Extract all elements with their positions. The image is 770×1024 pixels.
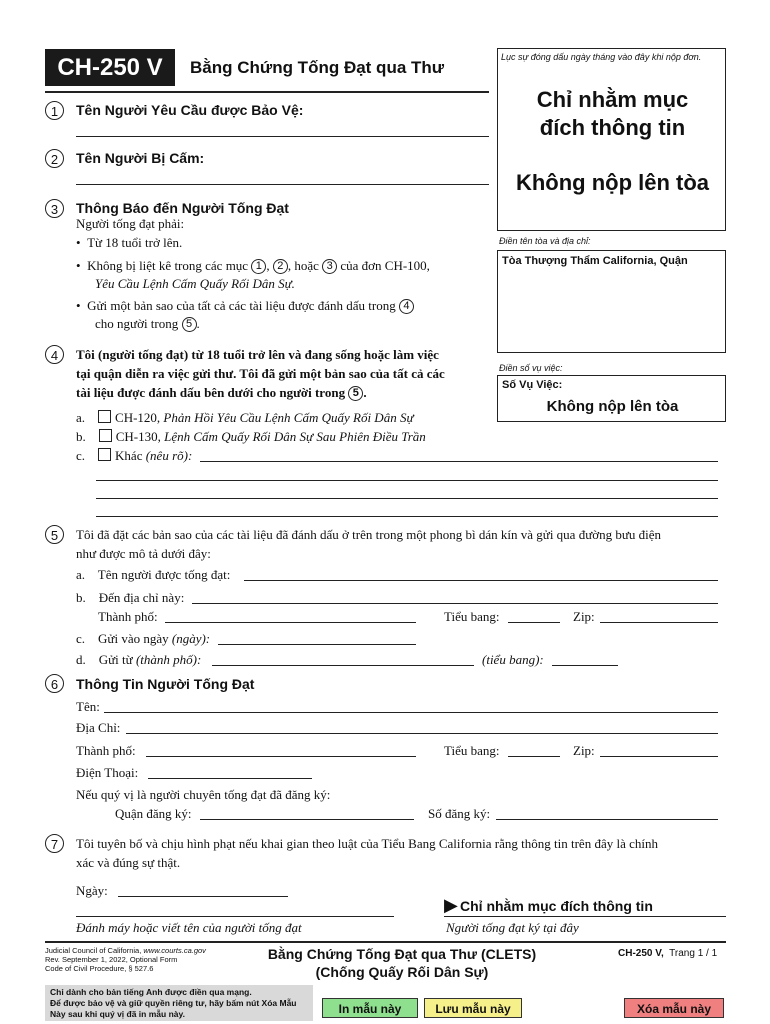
clerk-stamp-box — [497, 48, 726, 231]
s7-line1: Tôi tuyên bố và chịu hình phạt nếu khai gian theo luật của Tiểu Bang California rằng thông tin trên đây là chính — [76, 836, 658, 851]
footer-form: CH-250 V, — [618, 948, 664, 959]
typed-name-field[interactable] — [76, 916, 394, 917]
s5-d-ital: (thành phố): — [135, 652, 202, 667]
sig-info-only: Chỉ nhằm mục đích thông tin — [460, 898, 653, 914]
s6-county-label: Quận đăng ký: — [115, 806, 192, 821]
s5-zip-label: Zip: — [573, 609, 595, 624]
privacy-notice — [45, 985, 313, 1021]
info-only-line1: Chỉ nhằm mục — [536, 87, 689, 112]
option-a-checkbox[interactable] — [98, 410, 111, 423]
notice-line2: Để được bảo vệ và giữ quyền riêng tư, hãy bấm nút Xóa Mẫu — [50, 998, 297, 1008]
footer-title2: (Chống Quấy Rối Dân Sự) — [315, 964, 489, 980]
s5-city-label: Thành phố: — [98, 609, 158, 624]
s5-a — [76, 567, 230, 583]
mail-date-field[interactable] — [218, 644, 416, 645]
typed-name-label: Đánh máy hoặc viết tên của người tống đạt — [76, 920, 302, 935]
court-name: Tòa Thượng Thẩm California, Quận — [502, 255, 688, 267]
option-b — [76, 429, 426, 445]
protected-party-label: Tên Người Yêu Cầu được Bảo Vệ: — [76, 102, 304, 118]
s5-d-letter: d. — [76, 652, 86, 667]
option-b-text: Lệnh Cấm Quấy Rối Dân Sự Sau Phiên Điều Trần — [164, 429, 426, 444]
bullet-18-text: Từ 18 tuổi trở lên. — [87, 235, 183, 250]
s6-zip-field[interactable] — [600, 756, 718, 757]
bullet-send-copy-text: Gửi một bản sao của tất cả các tài liệu được đánh dấu trong — [87, 298, 396, 313]
signature-field[interactable] — [444, 916, 726, 917]
footer-rule — [45, 941, 726, 943]
footer-council-url: www.courts.ca.gov — [143, 946, 206, 955]
ref-3: 3 — [322, 259, 337, 274]
ref-comma: , — [266, 258, 270, 273]
bullet-not-listed: • Không bị liệt kê trong các mục 1 , 2 , hoặc 3 của đơn CH-100, — [76, 258, 430, 273]
footer-page: Trang 1 / 1 — [669, 948, 718, 959]
restrained-party-label: Tên Người Bị Cấm: — [76, 150, 205, 166]
option-c-checkbox[interactable] — [98, 448, 111, 461]
court-box[interactable] — [497, 250, 726, 353]
option-c-letter: c. — [76, 448, 86, 463]
option-b-letter: b. — [76, 429, 86, 444]
mail-city-field[interactable] — [212, 665, 474, 666]
ref-4: 4 — [399, 299, 414, 314]
s5-line1: Tôi đã đặt các bản sao của các tài liệu đã đánh dấu ở trên trong một phong bì dán kín và gửi qua đường bưu điện — [76, 527, 662, 542]
s4-line2: tại quận diễn ra việc gửi thư. Tôi đã gửi một bản sao của tất cả các — [76, 366, 445, 381]
s5-line2: như được mô tả dưới đây: — [76, 546, 211, 561]
footer-council-name: Judicial Council of California, — [45, 946, 142, 955]
s4-line3 — [76, 385, 367, 401]
server-address-field[interactable] — [126, 733, 718, 734]
option-a-letter: a. — [76, 410, 86, 425]
other-field-4[interactable] — [96, 516, 718, 517]
s5-b — [76, 590, 184, 606]
other-field-1[interactable] — [200, 461, 718, 462]
s5-c-letter: c. — [76, 631, 86, 646]
protected-party-field[interactable] — [76, 136, 489, 137]
s5-c-label: Gửi vào ngày — [98, 631, 169, 646]
s5-d — [76, 652, 201, 668]
section-6-number: 6 — [45, 674, 64, 693]
form-code-badge: CH-250 V — [45, 49, 175, 86]
print-button[interactable]: In mẫu này — [322, 998, 418, 1018]
info-only-line2: đích thông tin — [539, 115, 686, 140]
sig-arrow-icon: ▶ — [444, 895, 458, 915]
s6-regno-label: Số đăng ký: — [428, 806, 491, 821]
server-must-text: Người tống đạt phải: — [76, 216, 185, 231]
s5-a-label: Tên người được tống đạt: — [97, 567, 231, 582]
option-c-label: Khác — [115, 448, 143, 463]
s6-name-label: Tên: — [76, 699, 100, 714]
mail-state-field[interactable] — [552, 665, 618, 666]
clear-button[interactable]: Xóa mẫu này — [624, 998, 724, 1018]
section-5-number: 5 — [45, 525, 64, 544]
other-field-3[interactable] — [96, 498, 718, 499]
s6-city-field[interactable] — [146, 756, 416, 757]
served-name-field[interactable] — [244, 580, 718, 581]
restrained-party-field[interactable] — [76, 184, 489, 185]
section-4-number: 4 — [45, 345, 64, 364]
ref-2: 2 — [273, 259, 288, 274]
option-c-text: (nêu rõ): — [145, 448, 193, 463]
s6-city-label: Thành phố: — [76, 743, 136, 758]
option-a — [76, 410, 414, 426]
bullet-not-listed-title: Yêu Cầu Lệnh Cấm Quấy Rối Dân Sự. — [95, 276, 295, 291]
s6-state-field[interactable] — [508, 756, 560, 757]
option-b-checkbox[interactable] — [99, 429, 112, 442]
ref-dot: . — [196, 316, 200, 331]
section-2-number: 2 — [45, 149, 64, 168]
bullet-18: • Từ 18 tuổi trở lên. — [76, 235, 183, 250]
s6-zip-label: Zip: — [573, 743, 595, 758]
notice-server-title: Thông Báo đến Người Tống Đạt — [76, 200, 289, 216]
not-file-heading: Không nộp lên tòa — [515, 170, 710, 195]
bullet-not-listed-form: của đơn CH-100, — [340, 258, 430, 273]
case-box[interactable] — [497, 375, 726, 422]
footer-council — [45, 946, 206, 955]
server-name-field[interactable] — [104, 712, 718, 713]
sig-label: Người tống đạt ký tại đây — [446, 920, 579, 935]
s4-line3-text: tài liệu được đánh dấu bên dưới cho người trong — [76, 385, 346, 400]
s6-state-label: Tiểu bang: — [444, 743, 500, 758]
court-note: Điền tên tòa và địa chỉ: — [499, 236, 591, 246]
s5-c — [76, 631, 210, 647]
section-1-number: 1 — [45, 101, 64, 120]
bullet-send-copy-text2: cho người trong — [95, 316, 179, 331]
other-field-2[interactable] — [96, 480, 718, 481]
section-3-number: 3 — [45, 199, 64, 218]
bullet-send-copy: • Gửi một bản sao của tất cả các tài liệu được đánh dấu trong 4 — [76, 298, 414, 314]
section-7-number: 7 — [45, 834, 64, 853]
mail-address-field[interactable] — [192, 603, 718, 604]
bullet-send-copy-2 — [95, 316, 200, 332]
option-b-code: CH-130, — [115, 429, 161, 444]
server-phone-field[interactable] — [148, 778, 312, 779]
s4-line1: Tôi (người tống đạt) từ 18 tuổi trở lên và đang sống hoặc làm việc — [76, 347, 439, 362]
server-info-title: Thông Tin Người Tống Đạt — [76, 676, 255, 692]
ref-1: 1 — [251, 259, 266, 274]
s5-d-label: Gửi từ — [98, 652, 133, 667]
s5-a-letter: a. — [76, 567, 86, 582]
case-value: Không nộp lên tòa — [546, 398, 679, 415]
header-rule — [45, 91, 489, 93]
stamp-note: Lục sự đóng dấu ngày tháng vào đây khi nộp đơn. — [501, 52, 702, 62]
declaration-date-field[interactable] — [118, 896, 288, 897]
s5-city-field[interactable] — [165, 622, 416, 623]
case-label: Số Vụ Việc: — [502, 379, 563, 391]
s5-state-field[interactable] — [508, 622, 560, 623]
s7-line2: xác và đúng sự thật. — [76, 855, 181, 870]
s5-b-letter: b. — [76, 590, 86, 605]
reg-number-field[interactable] — [496, 819, 718, 820]
s4-ref-5: 5 — [348, 386, 363, 401]
footer-form-page — [618, 948, 717, 959]
option-a-code: CH-120, — [115, 410, 161, 425]
s4-dot: . — [363, 385, 367, 400]
county-field[interactable] — [200, 819, 414, 820]
notice-line1: Chỉ dành cho bản tiếng Anh được điền qua mạng. — [50, 987, 252, 997]
s6-address-label: Địa Chỉ: — [76, 720, 121, 735]
form-title: Bằng Chứng Tống Đạt qua Thư — [190, 58, 445, 77]
s6-phone-label: Điện Thoại: — [76, 765, 139, 780]
footer-code: Code of Civil Procedure, § 527.6 — [45, 964, 154, 973]
s5-b-label: Đến địa chỉ này: — [98, 590, 185, 605]
s5-c-ital: (ngày): — [171, 631, 211, 646]
s7-date-label: Ngày: — [76, 883, 108, 898]
s5-state-label: Tiểu bang: — [444, 609, 500, 624]
s6-reg-note: Nếu quý vị là người chuyên tống đạt đã đăng ký: — [76, 787, 331, 802]
footer-title1: Bằng Chứng Tống Đạt qua Thư (CLETS) — [267, 946, 537, 962]
bullet-not-listed-text: Không bị liệt kê trong các mục — [87, 258, 249, 273]
option-a-text: Phản Hồi Yêu Cầu Lệnh Cấm Quấy Rối Dân Sự — [163, 410, 414, 425]
option-c — [76, 448, 192, 464]
ref-or: , hoặc — [287, 258, 319, 273]
s5-d-state: (tiểu bang): — [482, 652, 544, 667]
notice-line3: Này sau khi quý vị đã in mẫu này. — [50, 1009, 185, 1019]
save-button[interactable]: Lưu mẫu này — [424, 998, 522, 1018]
ref-5: 5 — [182, 317, 197, 332]
case-note: Điền số vụ việc: — [499, 363, 563, 373]
s5-zip-field[interactable] — [600, 622, 718, 623]
footer-rev: Rev. September 1, 2022, Optional Form — [45, 955, 178, 964]
